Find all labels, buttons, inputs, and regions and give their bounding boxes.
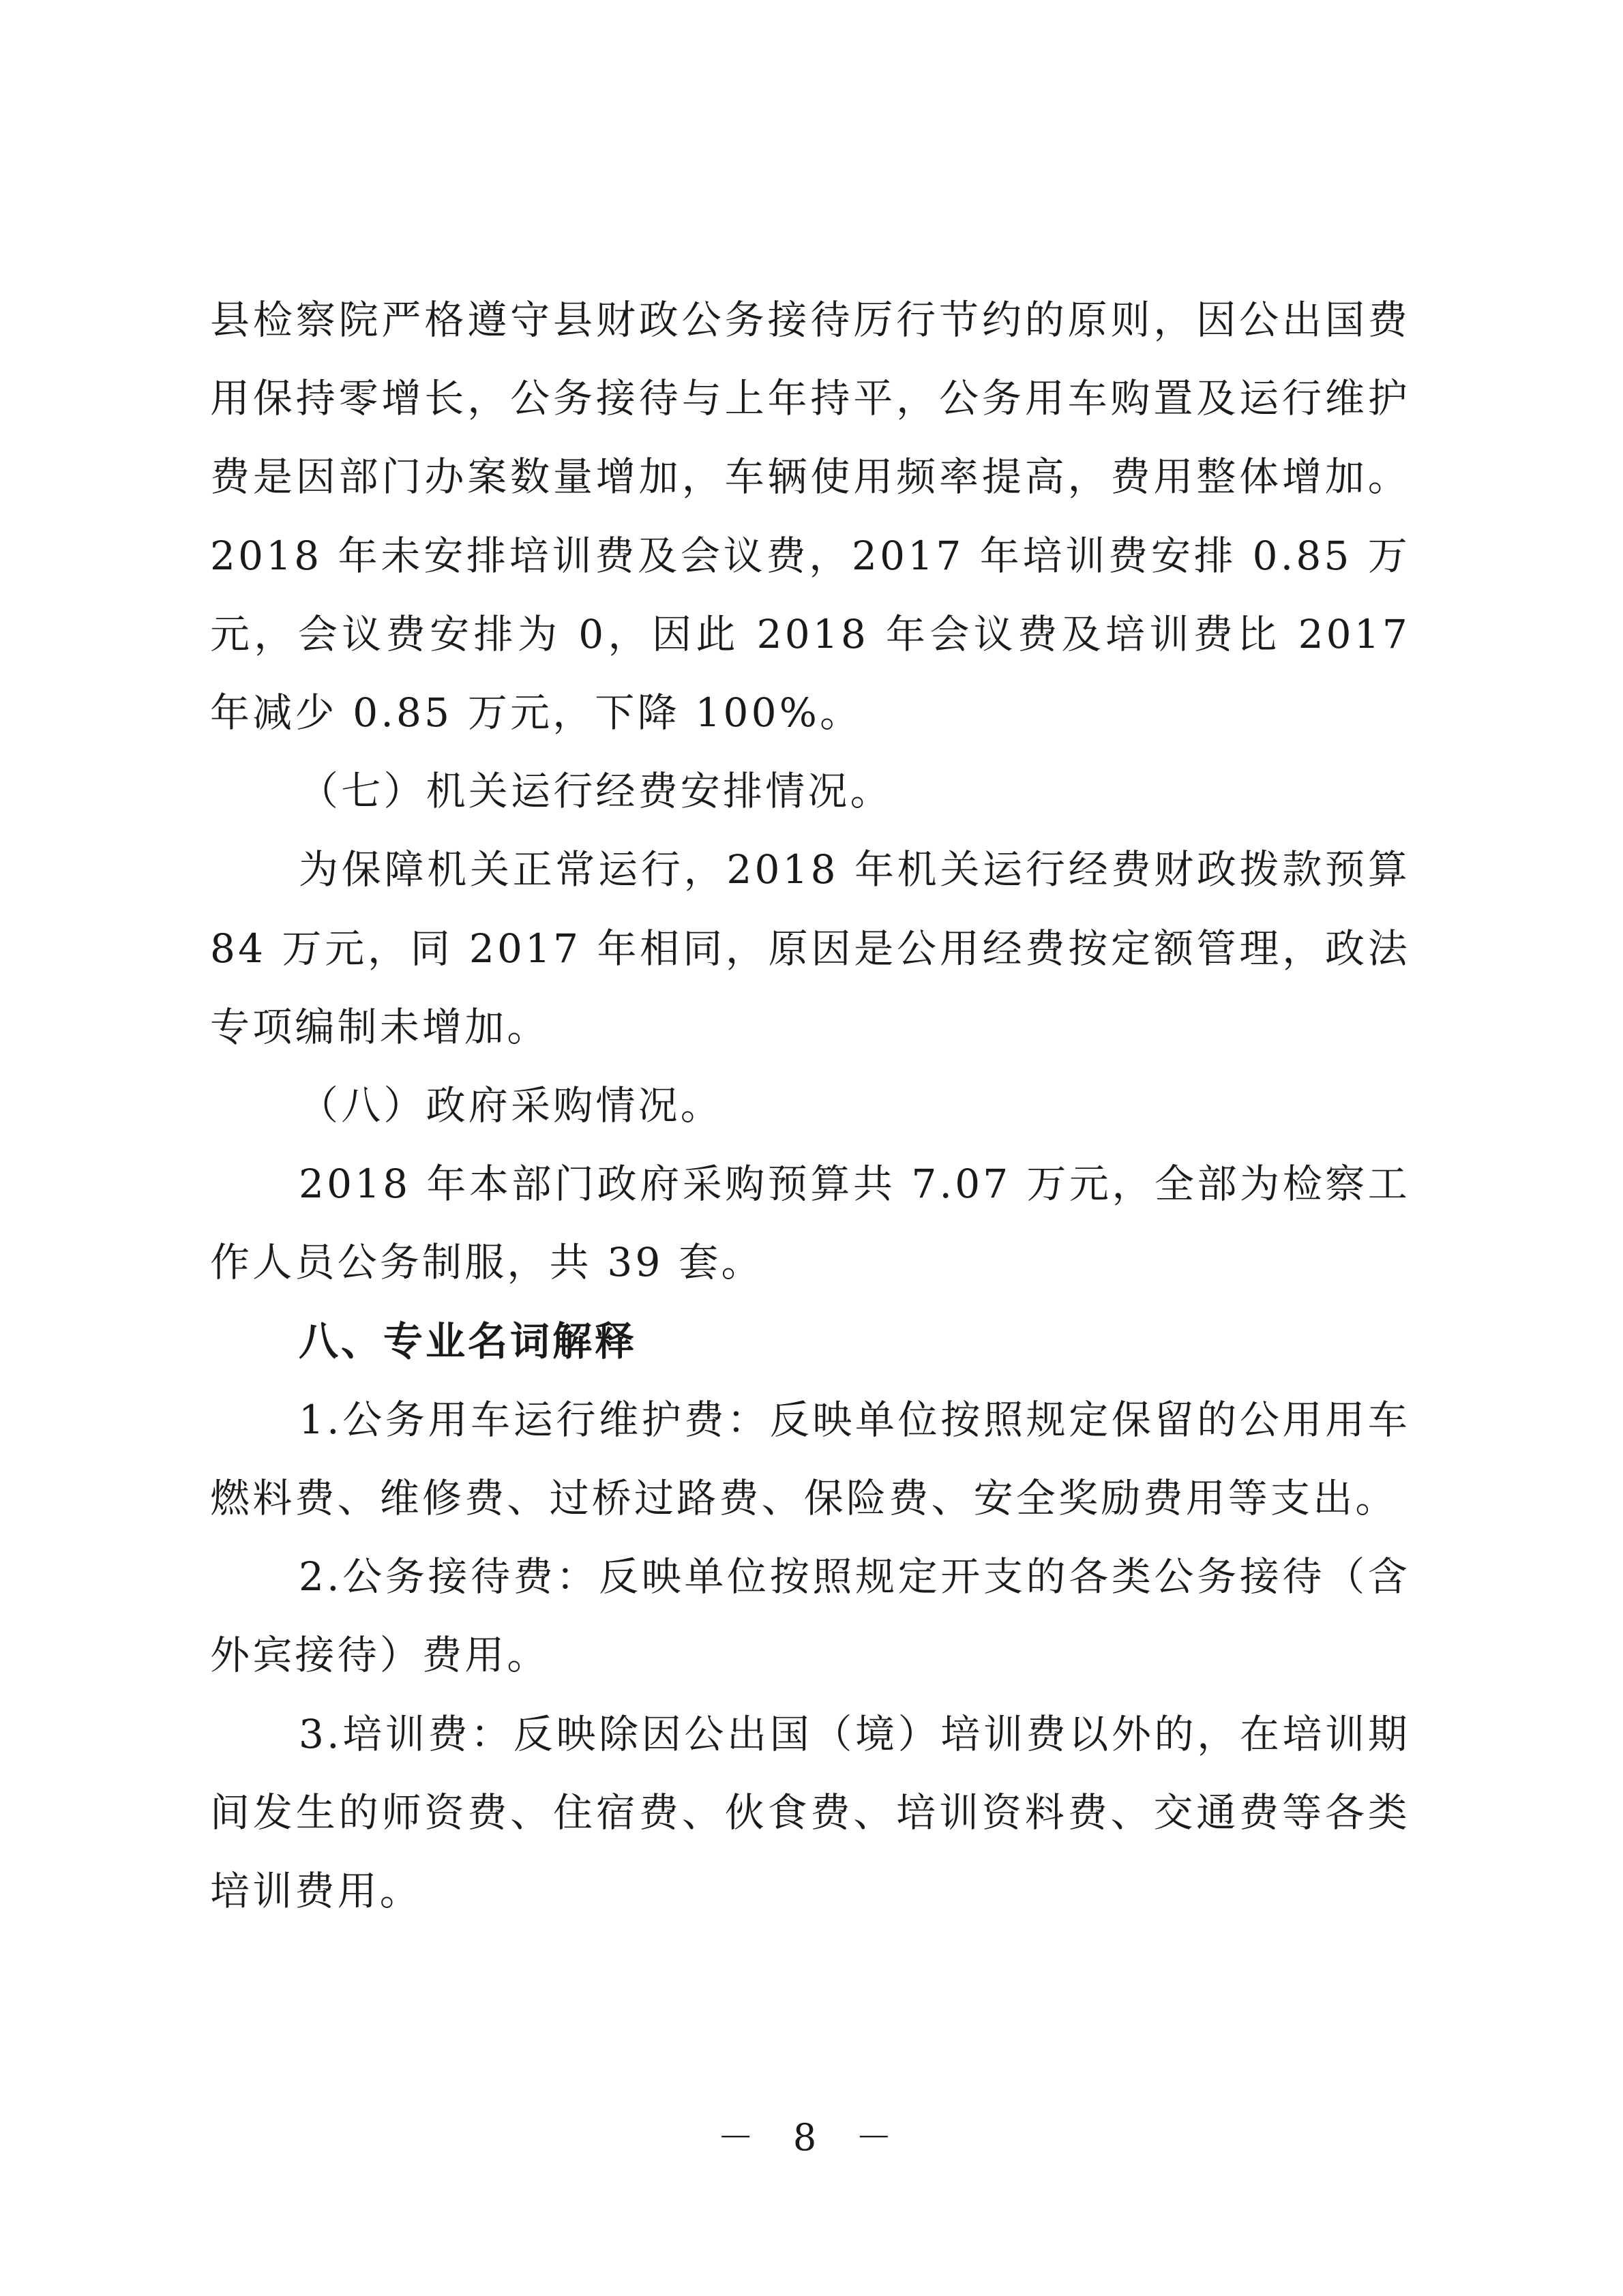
paragraph-procurement: 2018 年本部门政府采购预算共 7.07 万元，全部为检察工作人员公务制服，共 39 套。: [210, 1161, 1410, 1286]
page-number: － 8 －: [717, 2116, 906, 2159]
paragraph-operating-funds: 为保障机关正常运行，2018 年机关运行经费财政拨款预算 84 万元，同 2017 年相同，原因是公用经费按定额管理，政法专项编制未增加。: [210, 846, 1410, 1050]
section-heading-procurement: （八）政府采购情况。: [299, 1082, 724, 1129]
section-heading-operating-funds: （七）机关运行经费安排情况。: [299, 768, 893, 815]
paragraph-expense-explanation: 县检察院严格遵守县财政公务接待厉行节约的原则，因公出国费用保持零增长，公务接待与上年持平，公务用车购置及运行维护费是因部门办案数量增加，车辆使用频率提高，费用整体增加。2018 年未安排培训费及会议费，2017 年培训费安排 0.85 万元，会议费安排为 0，因此 2018 年会议费及培训费比 2017 年减少 0.85 万元，下降 100%。: [210, 297, 1410, 736]
glossary-item-vehicle-maintenance: 1.公务用车运行维护费：反映单位按照规定保留的公用用车燃料费、维修费、过桥过路费、保险费、安全奖励费用等支出。: [210, 1396, 1410, 1522]
chapter-heading-glossary: 八、专业名词解释: [299, 1317, 638, 1365]
glossary-item-reception: 2.公务接待费：反映单位按照规定开支的各类公务接待（含外宾接待）费用。: [210, 1553, 1410, 1679]
glossary-item-training: 3.培训费：反映除因公出国（境）培训费以外的，在培训期间发生的师资费、住宿费、伙食费、培训资料费、交通费等各类培训费用。: [210, 1710, 1410, 1915]
body-text: [210, 281, 1410, 1930]
